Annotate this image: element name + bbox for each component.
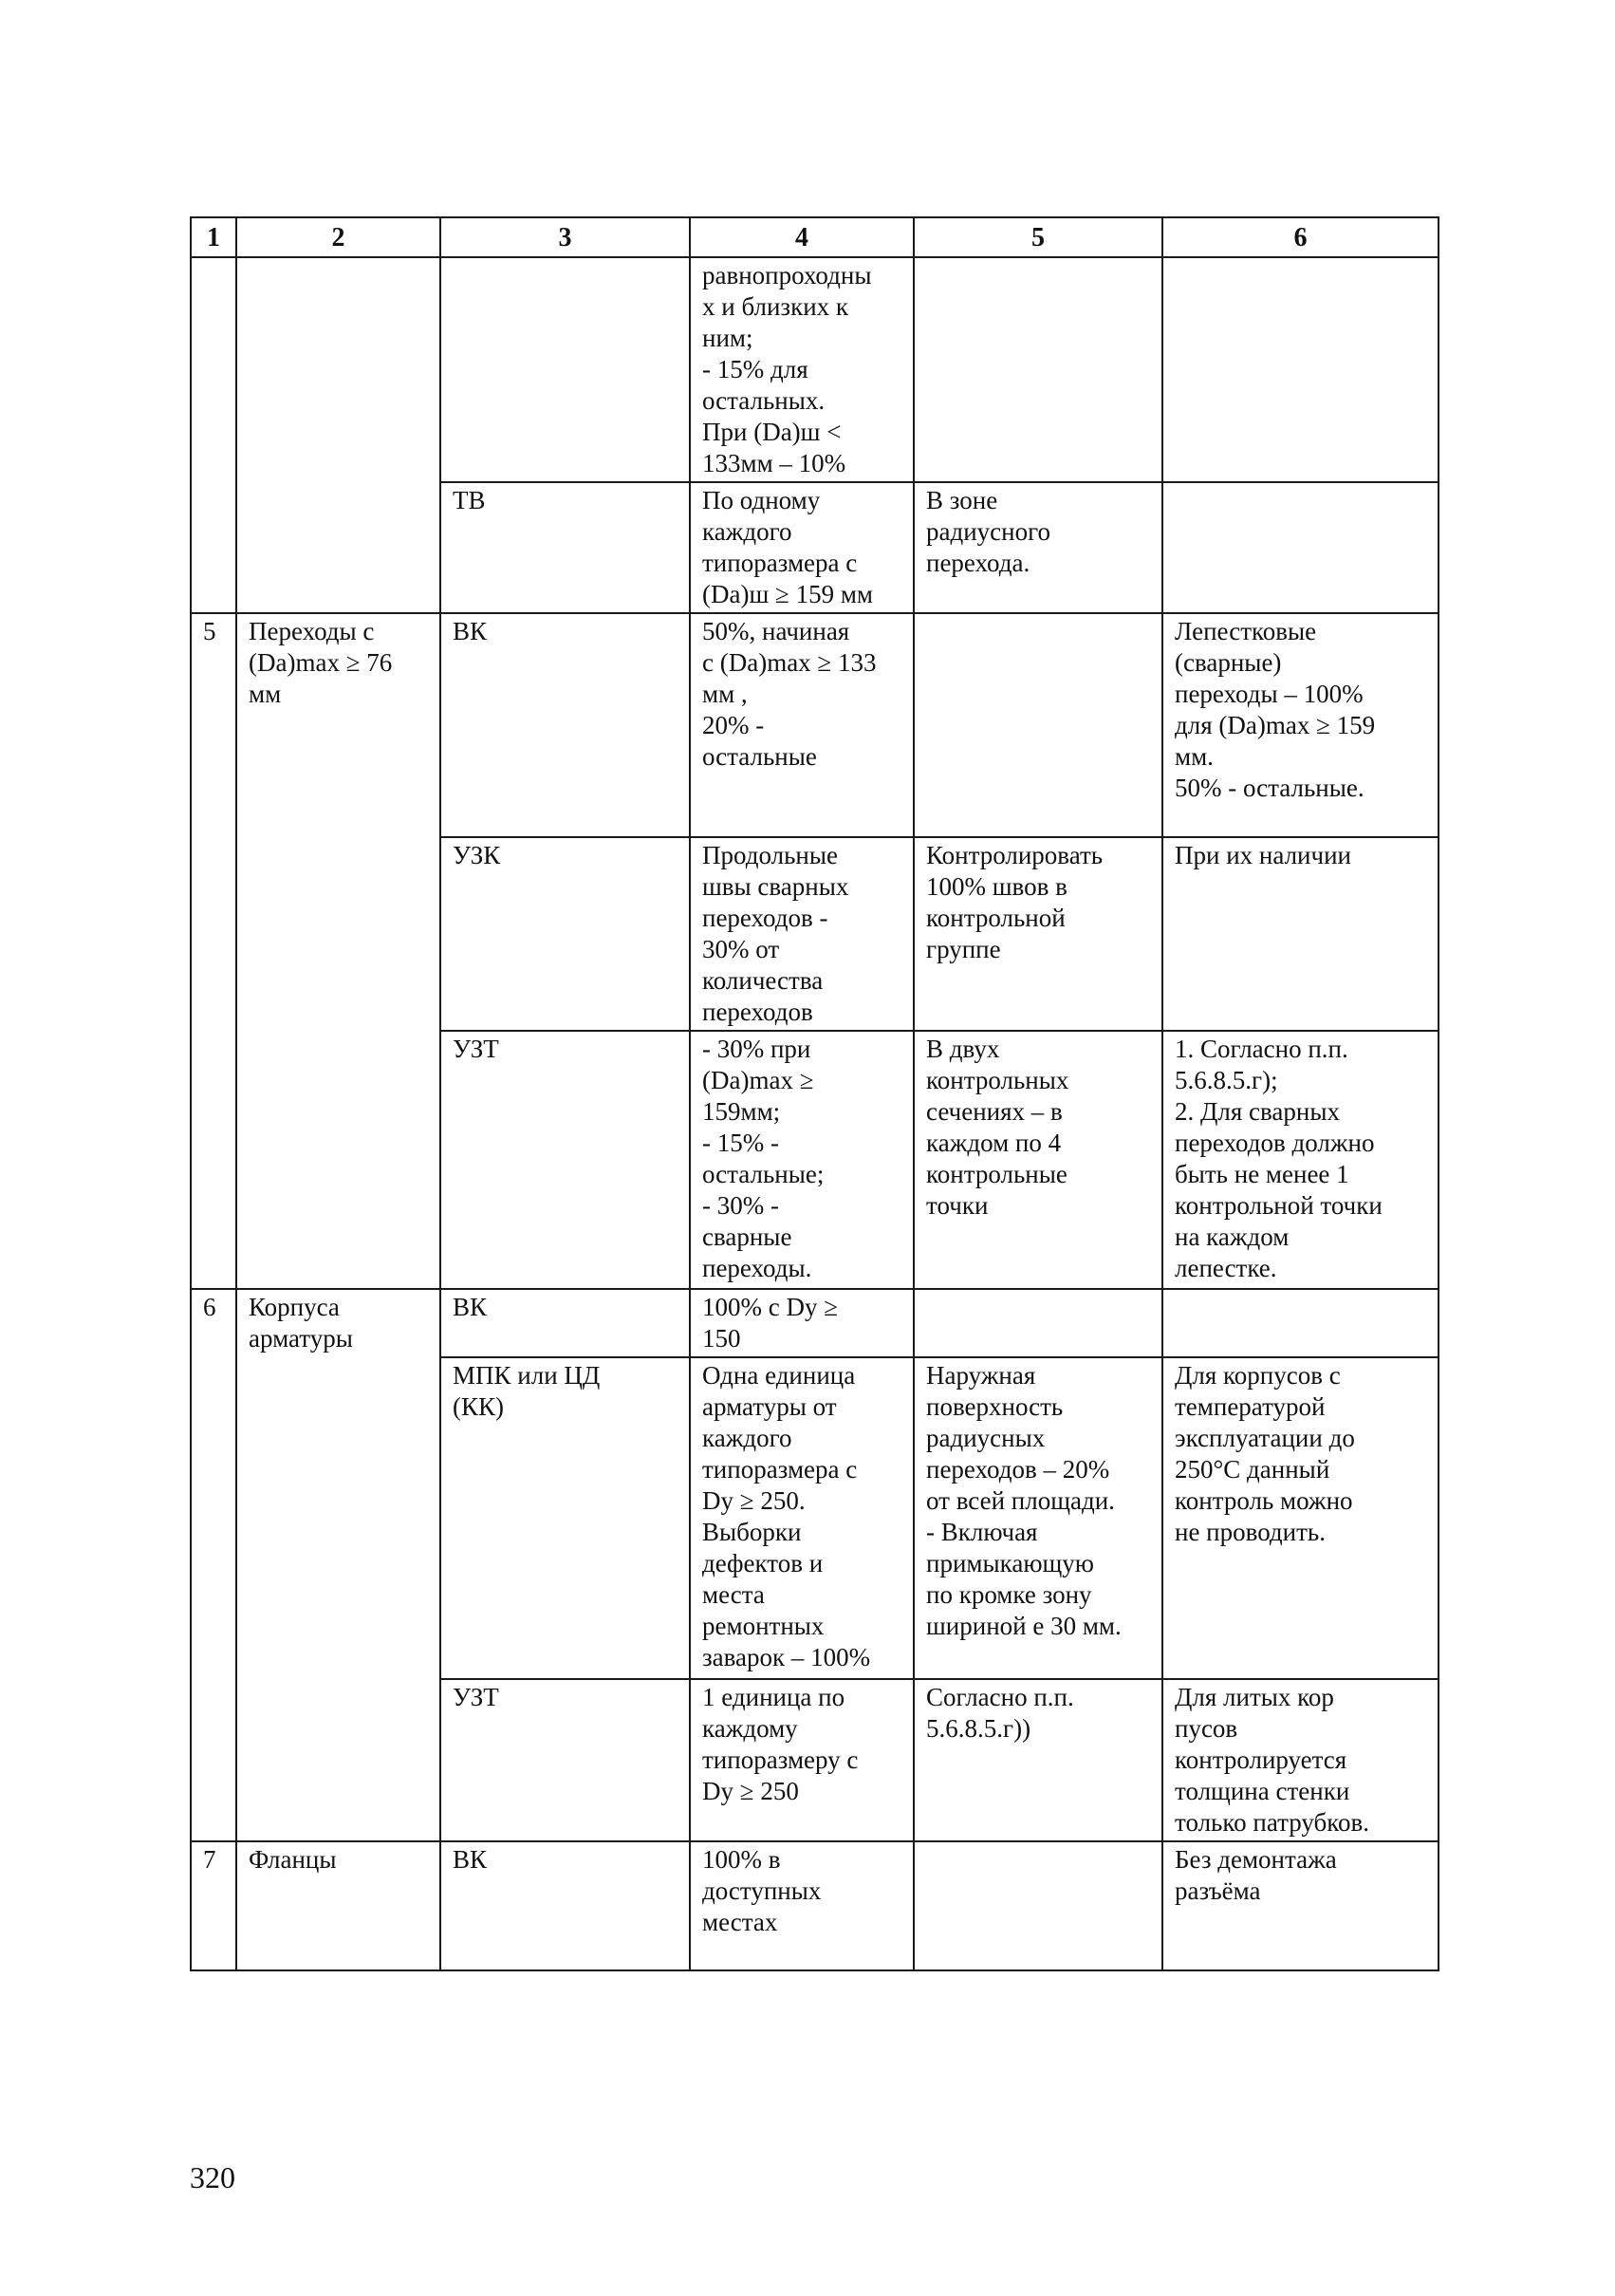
- page-number: 320: [190, 2160, 235, 2194]
- note-cell: При их наличии: [1162, 837, 1439, 1031]
- location-cell: В двух контрольных сечениях – в каждом по 4 контрольные точки: [914, 1031, 1162, 1289]
- scope-cell: 1 единица по каждому типоразмеру с Dy ≥ 250: [690, 1679, 914, 1841]
- item-name-cell: [236, 257, 440, 613]
- method-cell: МПК или ЦД (КК): [440, 1357, 690, 1679]
- scope-cell: 100% с Dy ≥ 150: [690, 1289, 914, 1357]
- note-cell: Для литых кор пусов контролируется толщина стенки только патрубков.: [1162, 1679, 1439, 1841]
- header-col-6: 6: [1162, 217, 1439, 257]
- note-cell: [1162, 1289, 1439, 1357]
- method-cell: УЗТ: [440, 1679, 690, 1841]
- item-name-cell: Фланцы: [236, 1841, 440, 1970]
- table-row: [191, 1289, 1439, 1357]
- method-cell: [440, 257, 690, 482]
- scope-cell: - 30% при (Da)max ≥ 159мм; - 15% - остальные; - 30% - сварные переходы.: [690, 1031, 914, 1289]
- item-name-cell: Корпуса арматуры: [236, 1289, 440, 1841]
- header-col-3: 3: [440, 217, 690, 257]
- method-cell: ВК: [440, 613, 690, 837]
- item-number-cell: 6: [191, 1289, 236, 1841]
- location-cell: Согласно п.п. 5.6.8.5.г)): [914, 1679, 1162, 1841]
- method-cell: ВК: [440, 1289, 690, 1357]
- location-cell: [914, 1841, 1162, 1970]
- inspection-table: [190, 216, 1439, 1971]
- location-cell: [914, 1289, 1162, 1357]
- header-col-2: 2: [236, 217, 440, 257]
- note-cell: Лепестковые (сварные) переходы – 100% для (Da)max ≥ 159 мм. 50% - остальные.: [1162, 613, 1439, 837]
- location-cell: В зоне радиусного перехода.: [914, 482, 1162, 613]
- table-row: [191, 613, 1439, 837]
- item-number-cell: 5: [191, 613, 236, 1289]
- location-cell: Наружная поверхность радиусных переходов – 20% от всей площади. - Включая примыкающую по кромке зону шириной е 30 мм.: [914, 1357, 1162, 1679]
- item-name-cell: Переходы с (Da)max ≥ 76 мм: [236, 613, 440, 1289]
- scope-cell: 100% в доступных местах: [690, 1841, 914, 1970]
- note-cell: Без демонтажа разъёма: [1162, 1841, 1439, 1970]
- method-cell: УЗТ: [440, 1031, 690, 1289]
- method-cell: ВК: [440, 1841, 690, 1970]
- note-cell: [1162, 482, 1439, 613]
- header-col-1: 1: [191, 217, 236, 257]
- scope-cell: Продольные швы сварных переходов - 30% от количества переходов: [690, 837, 914, 1031]
- item-number-cell: 7: [191, 1841, 236, 1970]
- header-col-5: 5: [914, 217, 1162, 257]
- note-cell: [1162, 257, 1439, 482]
- header-row: [191, 217, 1439, 257]
- method-cell: ТВ: [440, 482, 690, 613]
- table-row: [191, 257, 1439, 482]
- scope-cell: Одна единица арматуры от каждого типоразмера с Dy ≥ 250. Выборки дефектов и места ремонтных заварок – 100%: [690, 1357, 914, 1679]
- note-cell: Для корпусов с температурой эксплуатации до 250°С данный контроль можно не проводить.: [1162, 1357, 1439, 1679]
- scope-cell: По одному каждого типоразмера с (Da)ш ≥ 159 мм: [690, 482, 914, 613]
- note-cell: 1. Согласно п.п. 5.6.8.5.г); 2. Для сварных переходов должно быть не менее 1 контрольной точки на каждом лепестке.: [1162, 1031, 1439, 1289]
- location-cell: [914, 613, 1162, 837]
- header-col-4: 4: [690, 217, 914, 257]
- item-number-cell: [191, 257, 236, 613]
- location-cell: Контролировать 100% швов в контрольной группе: [914, 837, 1162, 1031]
- table-row: [191, 1841, 1439, 1970]
- scope-cell: равнопроходны х и близких к ним; - 15% для остальных. При (Da)ш < 133мм – 10%: [690, 257, 914, 482]
- scope-cell: 50%, начиная с (Da)max ≥ 133 мм , 20% - остальные: [690, 613, 914, 837]
- location-cell: [914, 257, 1162, 482]
- method-cell: УЗК: [440, 837, 690, 1031]
